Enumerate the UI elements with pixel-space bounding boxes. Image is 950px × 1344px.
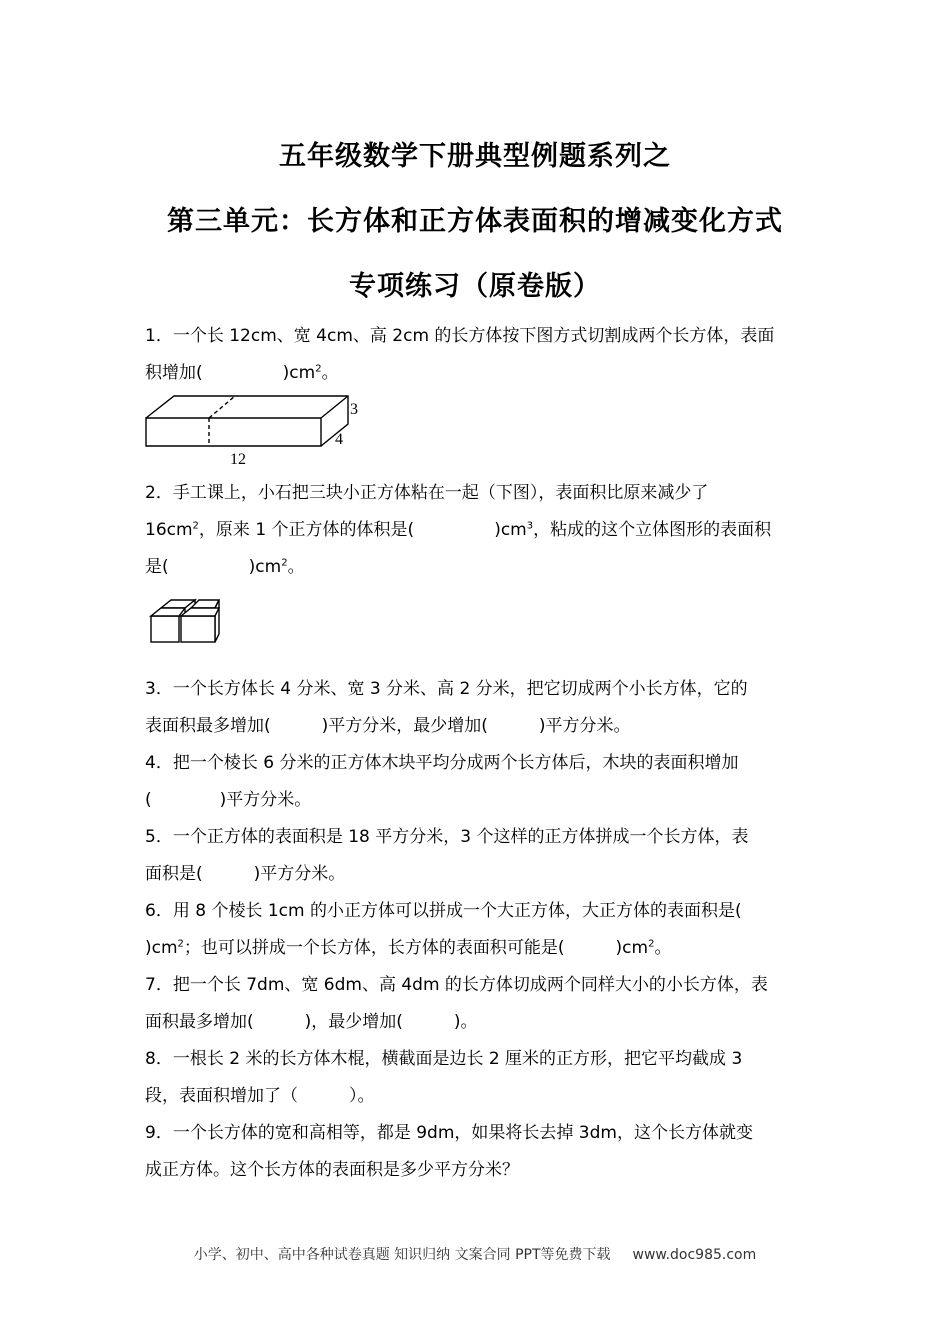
question-5-line-2: 面积是( )平方分米。: [145, 864, 346, 884]
question-2-line-3: 是( )$cm^2$。: [145, 557, 305, 577]
footer-text: 小学、初中、高中各种试卷真题 知识归纳 文案合同 PPT等免费下载: [193, 1247, 611, 1263]
question-8-line-1: 8．一根长 2 米的长方体木棍，横截面是边长 2 厘米的正方形，把它平均截成 3: [145, 1049, 743, 1069]
question-3-line-1: 3．一个长方体长 4 分米、宽 3 分米、高 2 分米，把它切成两个小长方体，它的: [145, 679, 748, 699]
footer-url[interactable]: www.doc985.com: [632, 1247, 757, 1263]
question-1-line-1: 1．一个长 12cm、宽 4cm、高 2cm 的长方体按下图方式切割成两个长方体，表面: [145, 326, 775, 346]
question-9-line-1: 9．一个长方体的宽和高相等，都是 9dm，如果将长去掉 3dm，这个长方体就变: [145, 1123, 753, 1143]
three-cubes-figure: [145, 598, 225, 648]
cuboid-outline: [146, 396, 348, 446]
question-5: [145, 819, 815, 893]
title-line-2: 第三单元：长方体和正方体表面积的增减变化方式: [167, 206, 783, 237]
label-length: 12: [230, 451, 246, 468]
question-6-line-2: )$cm^2$；也可以拼成一个长方体，长方体的表面积可能是( )$cm^2$。: [145, 938, 672, 958]
cut-line-top: [209, 396, 235, 418]
label-width: 4: [335, 431, 343, 448]
question-2: [145, 475, 815, 586]
question-1: [145, 318, 815, 392]
question-4-line-1: 4．把一个棱长 6 分米的正方体木块平均分成两个长方体后，木块的表面积增加: [145, 753, 739, 773]
cuboid-cut-figure: [140, 390, 370, 470]
question-6-line-1: 6．用 8 个棱长 1cm 的小正方体可以拼成一个大正方体，大正方体的表面积是(: [145, 901, 742, 921]
question-4: [145, 745, 815, 819]
question-3-line-2: 表面积最多增加( )平方分米，最少增加( )平方分米。: [145, 716, 631, 736]
question-3: [145, 671, 815, 745]
question-2-line-1: 2．手工课上，小石把三块小正方体粘在一起（下图），表面积比原来减少了: [145, 483, 709, 503]
question-5-line-1: 5．一个正方体的表面积是 18 平方分米，3 个这样的正方体拼成一个长方体，表: [145, 827, 749, 847]
question-7-line-1: 7．把一个长 7dm、宽 6dm、高 4dm 的长方体切成两个同样大小的小长方体，表: [145, 975, 768, 995]
label-height: 3: [350, 401, 358, 418]
cuboid-front-face: [146, 418, 321, 446]
question-2-line-2: $16cm^2$，原来 1 个正方体的体积是( )$cm^3$，粘成的这个立体图形的表面积: [145, 520, 772, 540]
question-7-line-2: 面积最多增加( )，最少增加( )。: [145, 1012, 478, 1032]
footer: [0, 1244, 950, 1264]
question-1-line-2: 积增加( )$cm^2$。: [145, 363, 339, 383]
title-line-3: 专项练习（原卷版）: [349, 271, 601, 302]
question-8: [145, 1041, 815, 1115]
title-line-1: 五年级数学下册典型例题系列之: [279, 141, 671, 172]
question-8-line-2: 段，表面积增加了（ ）。: [145, 1086, 375, 1106]
question-4-line-2: ( )平方分米。: [145, 790, 312, 810]
question-9-line-2: 成正方体。这个长方体的表面积是多少平方分米？: [145, 1160, 519, 1180]
question-9: [145, 1115, 815, 1189]
question-6: [145, 893, 815, 967]
question-7: [145, 967, 815, 1041]
